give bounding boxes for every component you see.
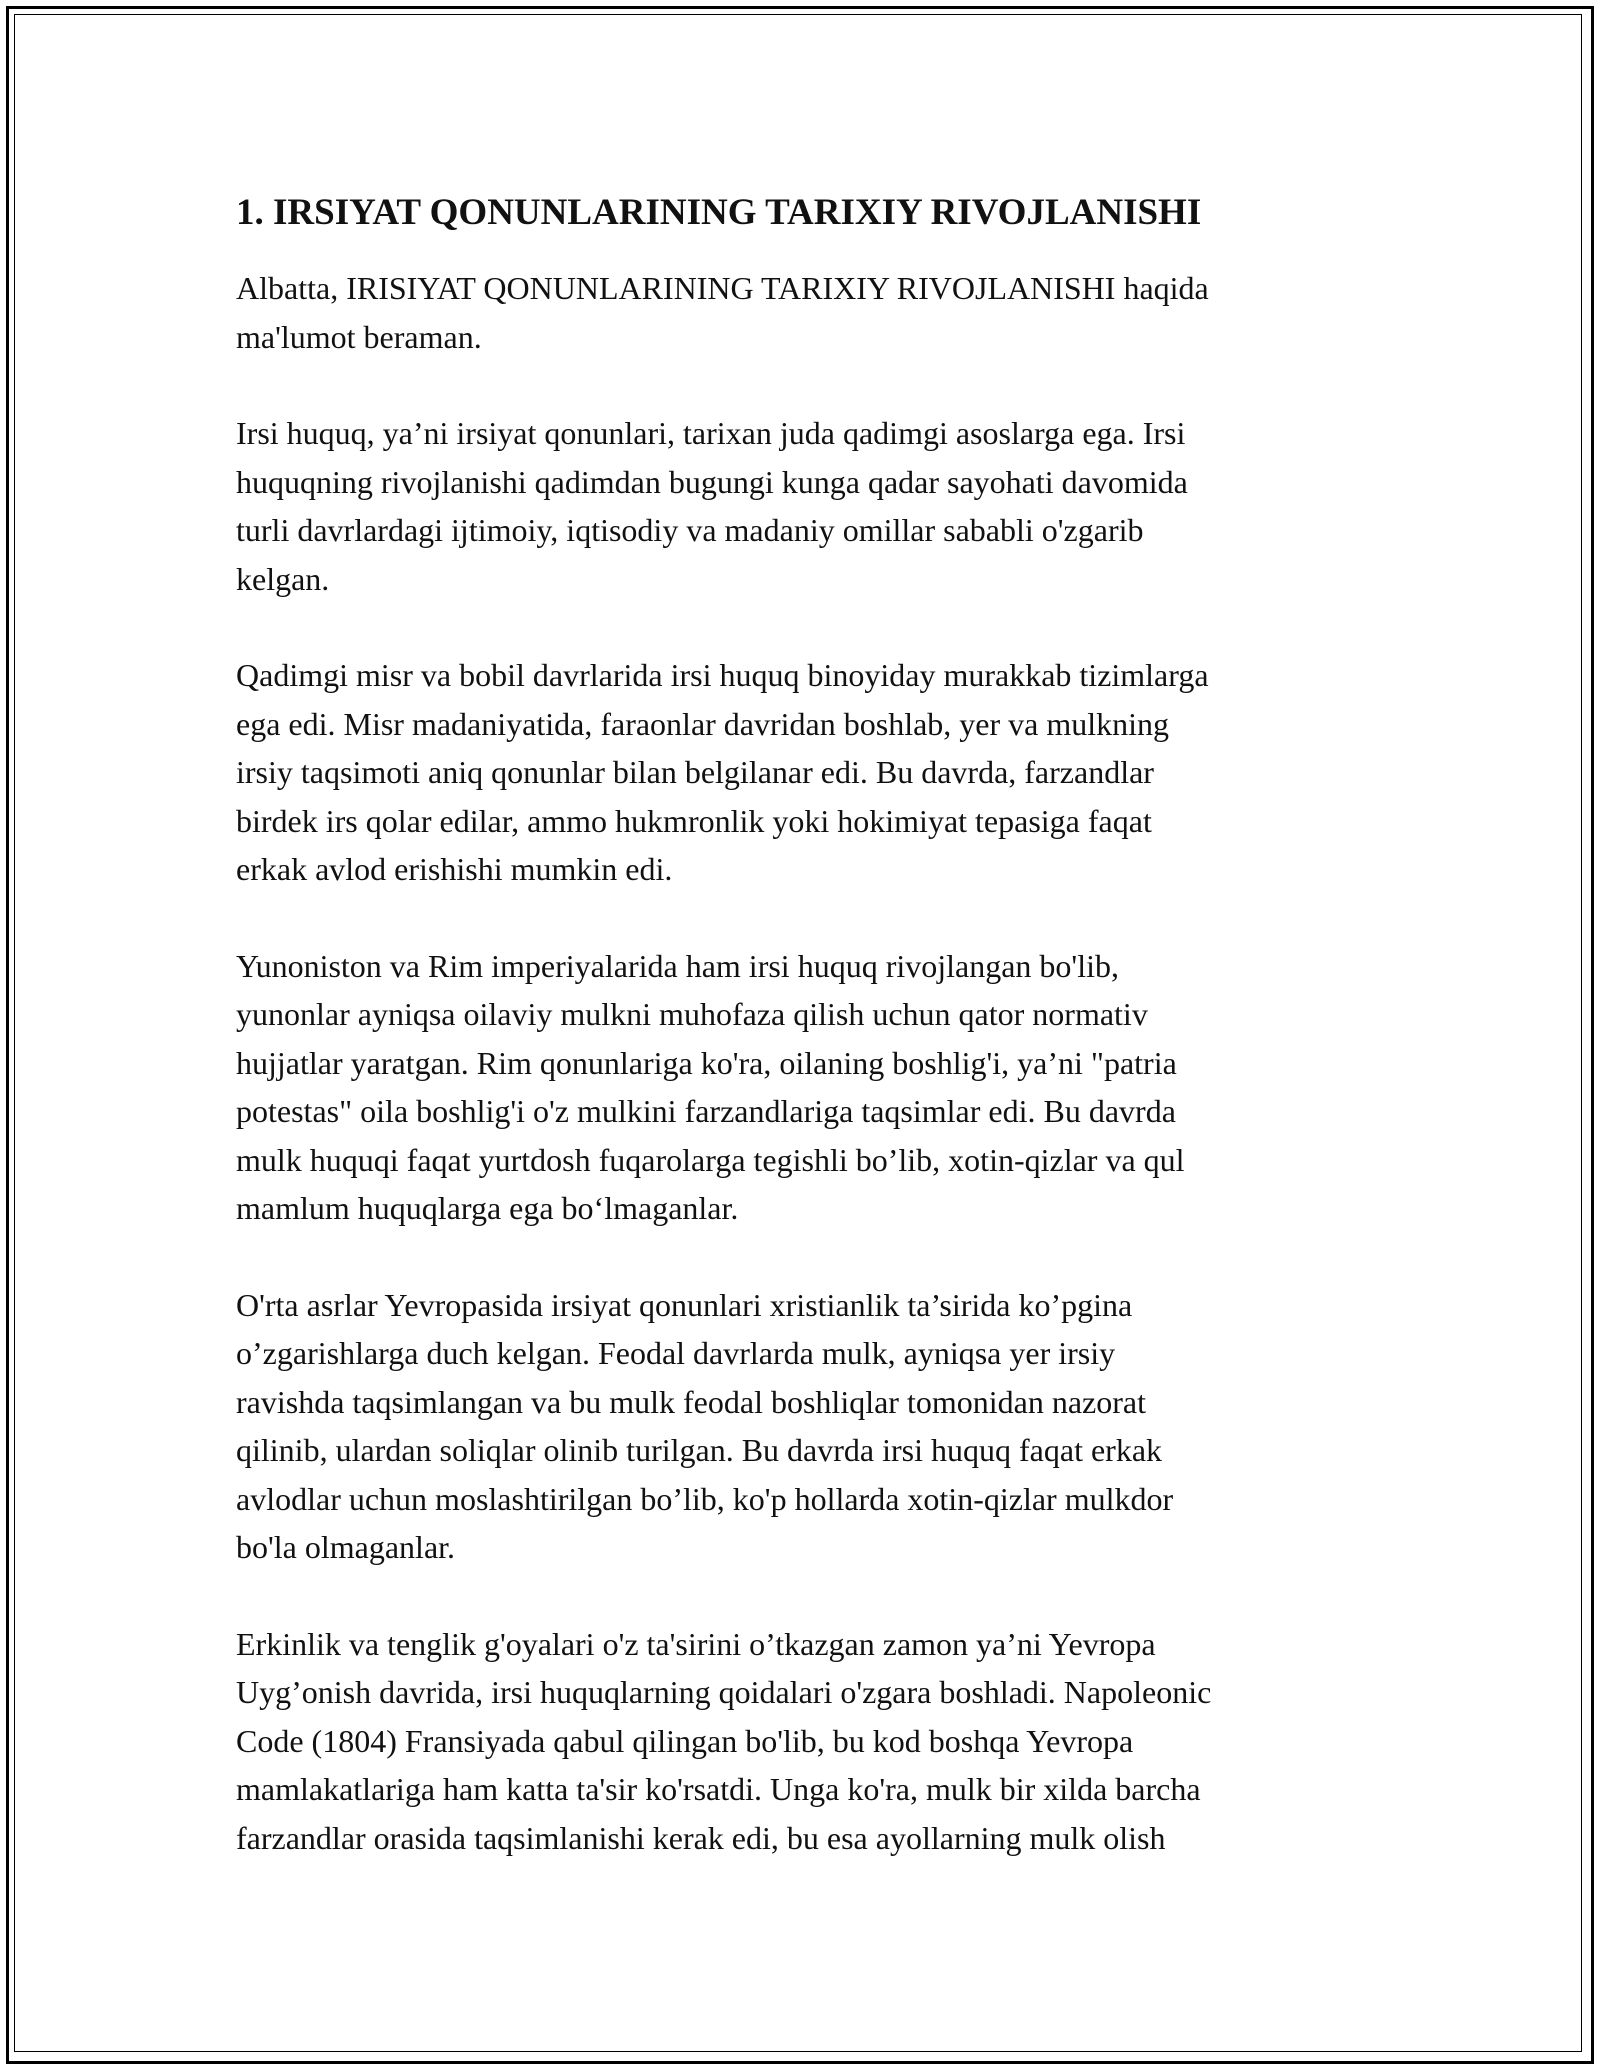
- text-line: hujjatlar yaratgan. Rim qonunlariga ko'ra, oilaning boshlig'i, ya’ni "patria: [236, 1044, 1177, 1081]
- text-line: mamlum huquqlarga ega bo‘lmaganlar.: [236, 1190, 739, 1226]
- text-line: O'rta asrlar Yevropasida irsiyat qonunlari xristianlik ta’sirida ko’pgina: [236, 1286, 1133, 1323]
- text-line: avlodlar uchun moslashtirilgan bo’lib, ko'p hollarda xotin-qizlar mulkdor: [236, 1480, 1174, 1517]
- paragraph-intro: [236, 264, 1396, 361]
- paragraph-misr-bobil: [236, 651, 1396, 894]
- text-line: Qadimgi misr va bobil davrlarida irsi huquq binoyiday murakkab tizimlarga: [236, 657, 1209, 693]
- text-line: Erkinlik va tenglik g'oyalari o'z ta'sirini o’tkazgan zamon ya’ni Yevropa: [236, 1625, 1156, 1662]
- text-line: bo'la olmaganlar.: [236, 1529, 456, 1565]
- text-line: irsiy taqsimoti aniq qonunlar bilan belgilanar edi. Bu davrda, farzandlar: [236, 754, 1154, 790]
- document-body: [236, 188, 1396, 1910]
- text-line: potestas" oila boshlig'i o'z mulkini farzandlariga taqsimlar edi. Bu davrda: [236, 1093, 1176, 1129]
- text-line: farzandlar orasida taqsimlanishi kerak edi, bu esa ayollarning mulk olish: [236, 1819, 1166, 1856]
- paragraph-yunoniston-rim: [236, 942, 1396, 1233]
- text-line: Yunoniston va Rim imperiyalarida ham irsi huquq rivojlangan bo'lib,: [236, 947, 1119, 984]
- paragraph-uygonish: [236, 1620, 1396, 1863]
- text-line: turli davrlardagi ijtimoiy, iqtisodiy va madaniy omillar sababli o'zgarib: [236, 512, 1144, 548]
- text-line: kelgan.: [236, 560, 330, 597]
- text-line: mulk huquqi faqat yurtdosh fuqarolarga tegishli bo’lib, xotin-qizlar va qul: [236, 1141, 1185, 1178]
- text-line: yunonlar ayniqsa oilaviy mulkni muhofaza qilish uchun qator normativ: [236, 996, 1148, 1032]
- text-line: birdek irs qolar edilar, ammo hukmronlik yoki hokimiyat tepasiga faqat: [236, 802, 1152, 839]
- text-line: ravishda taqsimlangan va bu mulk feodal boshliqlar tomonidan nazorat: [236, 1383, 1146, 1420]
- text-line: Irsi huquq, ya’ni irsiyat qonunlari, tarixan juda qadimgi asoslarga ega. Irsi: [236, 415, 1186, 451]
- text-line: mamlakatlariga ham katta ta'sir ko'rsatdi. Unga ko'ra, mulk bir xilda barcha: [236, 1771, 1201, 1807]
- paragraph-orta-asrlar: [236, 1281, 1396, 1572]
- document-title: 1. IRSIYAT QONUNLARINING TARIXIY RIVOJLANISHI: [236, 192, 1202, 233]
- text-line: Albatta, IRISIYAT QONUNLARINING TARIXIY RIVOJLANISHI haqida: [236, 270, 1209, 306]
- paragraph-irsi-huquq: [236, 409, 1396, 603]
- text-line: erkak avlod erishishi mumkin edi.: [236, 851, 673, 887]
- text-line: o’zgarishlarga duch kelgan. Feodal davrlarda mulk, ayniqsa yer irsiy: [236, 1335, 1116, 1371]
- text-line: Code (1804) Fransiyada qabul qilingan bo'lib, bu kod boshqa Yevropa: [236, 1722, 1134, 1759]
- text-line: huquqning rivojlanishi qadimdan bugungi kunga qadar sayohati davomida: [236, 463, 1188, 500]
- text-line: Uyg’onish davrida, irsi huquqlarning qoidalari o'zgara boshladi. Napoleonic: [236, 1674, 1212, 1710]
- text-line: qilinib, ulardan soliqlar olinib turilgan. Bu davrda irsi huquq faqat erkak: [236, 1432, 1163, 1468]
- text-line: ega edi. Misr madaniyatida, faraonlar davridan boshlab, yer va mulkning: [236, 705, 1170, 742]
- text-line: ma'lumot beraman.: [236, 318, 482, 355]
